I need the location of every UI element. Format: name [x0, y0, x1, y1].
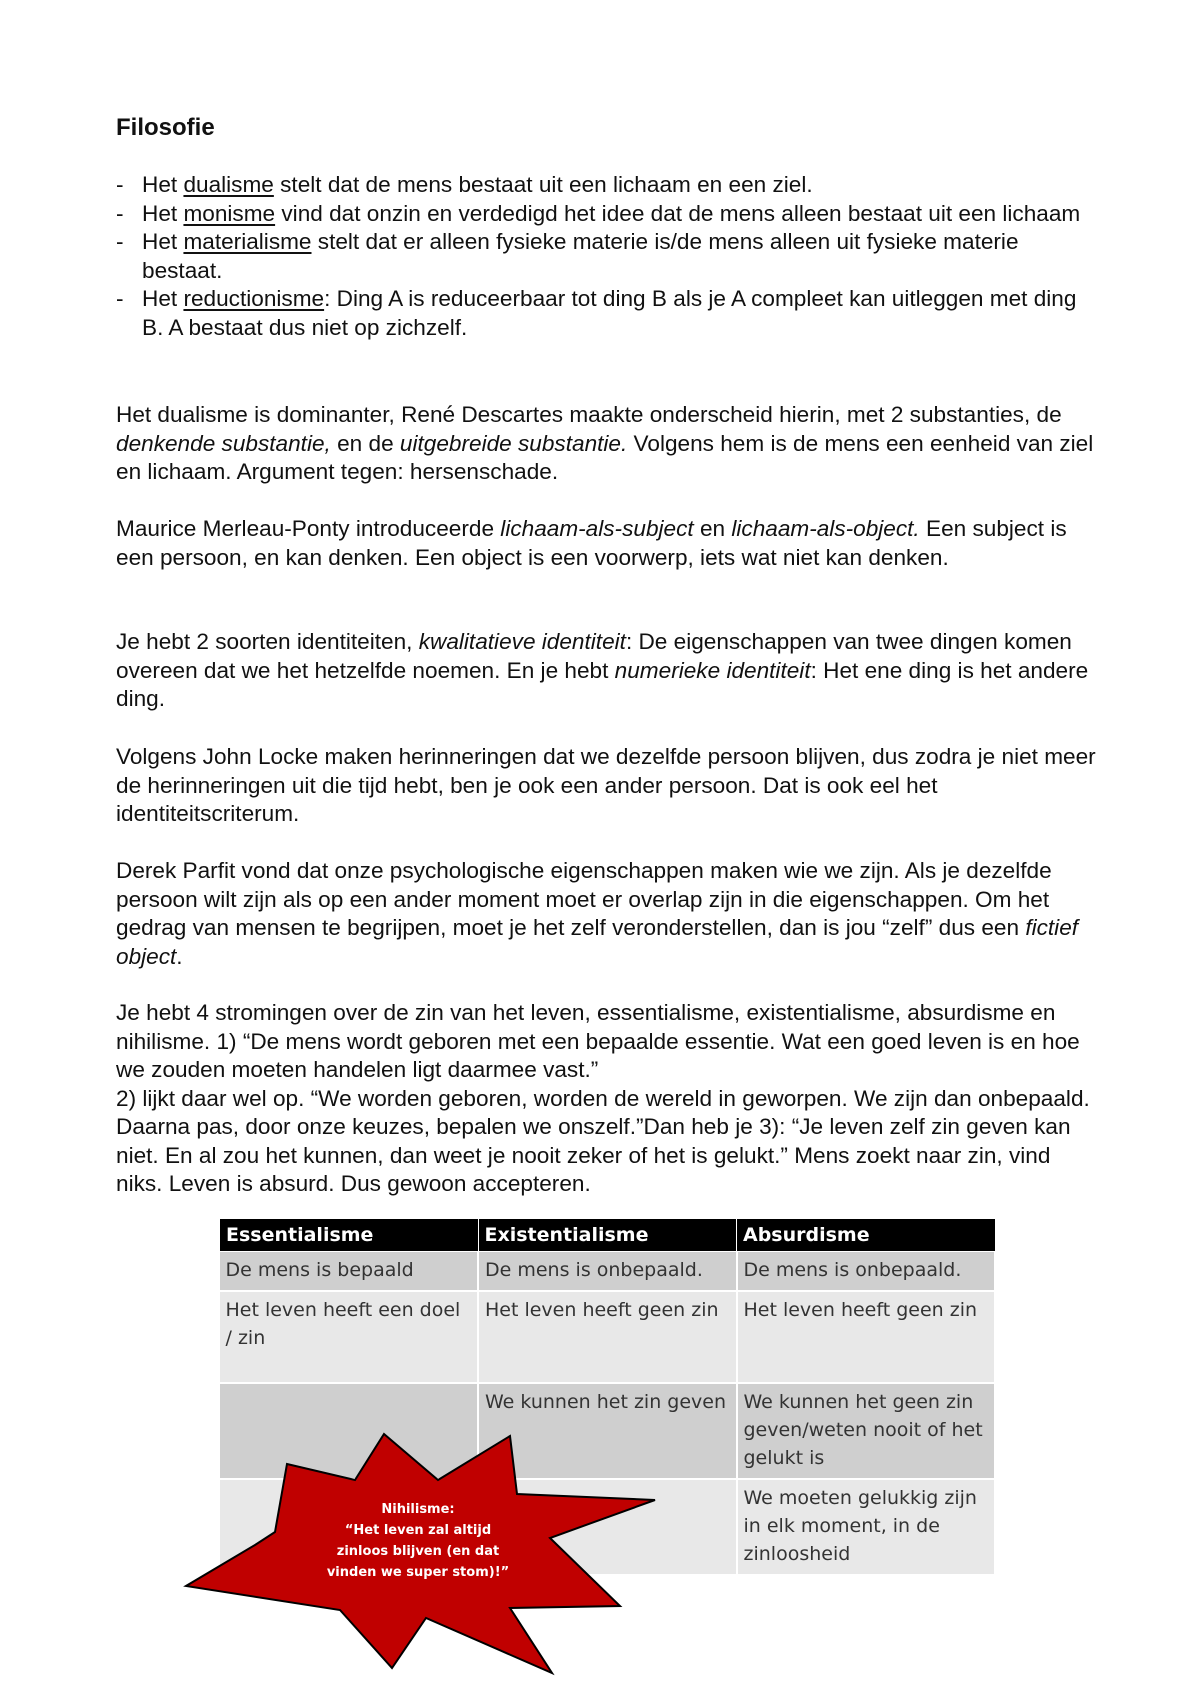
- table-row: [220, 1291, 996, 1383]
- dash-bullet: -: [116, 200, 124, 226]
- paragraph-identiteit: Je hebt 2 soorten identiteiten, kwalitatieve identiteit: De eigenschappen van twee dingen komen overeen dat we het hetzelfde noemen. En je hebt numerieke identiteit: Het ene ding is het andere ding.: [116, 629, 1089, 711]
- table-cell: De mens is onbepaald.: [478, 1252, 737, 1292]
- term-materialisme: materialisme: [183, 229, 312, 254]
- paragraph-stromingen: Je hebt 4 stromingen over de zin van het leven, essentialisme, existentialisme, absurdisme en nihilisme. 1) “De mens wordt geboren met een bepaalde essentie. Wat een goed leven is en hoe we zouden moeten handelen ligt daarmee vast.” 2) lijkt daar wel op. “We worden geboren, worden de wereld in geworpen. We zijn dan onbepaald. Daarna pas, door onze keuzes, bepalen we onszelf.”Dan heb je 3): “Je leven zelf zin geven kan niet. En al zou het kunnen, dan weet je nooit zeker of het is gelukt.” Mens zoekt naar zin, vind niks. Leven is absurd. Dus gewoon accepteren.: [116, 1000, 1090, 1196]
- starburst-text: vinden we super stom)!”: [326, 1565, 510, 1580]
- table-cell: We kunnen het zin geven: [478, 1383, 737, 1479]
- table-cell: Het leven heeft een doel / zin: [220, 1291, 479, 1383]
- definition-list: [116, 171, 1096, 342]
- paragraph-descartes: Het dualisme is dominanter, René Descartes maakte onderscheid hierin, met 2 substanties, de denkende substantie, en de uitgebreide substantie. Volgens hem is de mens een eenheid van ziel en lichaam. Argument tegen: hersenschade.: [116, 402, 1094, 484]
- list-item: - Het monisme vind dat onzin en verdedigd het idee dat de mens alleen bestaat uit een lichaam: [116, 200, 1096, 229]
- table-header: Absurdisme: [737, 1219, 996, 1252]
- term-dualisme: dualisme: [183, 172, 274, 197]
- table-cell: Het leven heeft geen zin: [737, 1291, 996, 1383]
- paragraph-merleau-ponty: Maurice Merleau-Ponty introduceerde lichaam-als-subject en lichaam-als-object. Een subject is een persoon, en kan denken. Een object is een voorwerp, iets wat niet kan denken.: [116, 516, 1067, 570]
- paragraph-parfit: Derek Parfit vond dat onze psychologische eigenschappen maken wie we zijn. Als je dezelfde persoon wilt zijn als op een ander moment moet er overlap zijn in die eigenschappen. Om het gedrag van mensen te begrijpen, moet je het zelf veronderstellen, dan is jou “zelf” dus een fictief object.: [116, 858, 1079, 969]
- dash-bullet: -: [116, 286, 124, 311]
- table-row: [220, 1252, 996, 1292]
- list-item: - Het materialisme stelt dat er alleen fysieke materie is/de mens alleen uit fysieke materie bestaat.: [116, 229, 1019, 283]
- table-cell: We moeten gelukkig zijn in elk moment, in de zinloosheid: [737, 1479, 996, 1575]
- term-monisme: monisme: [183, 200, 276, 226]
- starburst-title: Nihilisme:: [381, 1502, 455, 1517]
- table-header: Existentialisme: [478, 1219, 737, 1252]
- table-cell: We kunnen het geen zin geven/weten nooit of het gelukt is: [737, 1383, 996, 1479]
- term-reductionisme: reductionisme: [183, 286, 325, 311]
- list-item: - Het reductionisme: Ding A is reduceerbaar tot ding B als je A compleet kan uitleggen met ding B. A bestaat dus niet op zichzelf.: [116, 286, 1077, 340]
- table-header: Essentialisme: [220, 1219, 479, 1252]
- dash-bullet: -: [116, 229, 124, 254]
- table-cell: De mens is onbepaald.: [737, 1252, 996, 1292]
- table-cell: De mens is bepaald: [220, 1252, 479, 1292]
- dash-bullet: -: [116, 172, 124, 197]
- page-title: Filosofie: [116, 114, 215, 141]
- table-cell: Het leven heeft geen zin: [478, 1291, 737, 1383]
- nihilisme-starburst: [180, 1428, 670, 1688]
- list-item: - Het dualisme stelt dat de mens bestaat uit een lichaam en een ziel.: [116, 171, 1096, 200]
- starburst-text: “Het leven zal altijd: [344, 1523, 492, 1538]
- paragraph-locke: Volgens John Locke maken herinneringen dat we dezelfde persoon blijven, dus zodra je niet meer de herinneringen uit die tijd hebt, ben je ook een ander persoon. Dat is ook eel het identiteitscriterum.: [116, 744, 1096, 826]
- starburst-text: zinloos blijven (en dat: [336, 1544, 500, 1559]
